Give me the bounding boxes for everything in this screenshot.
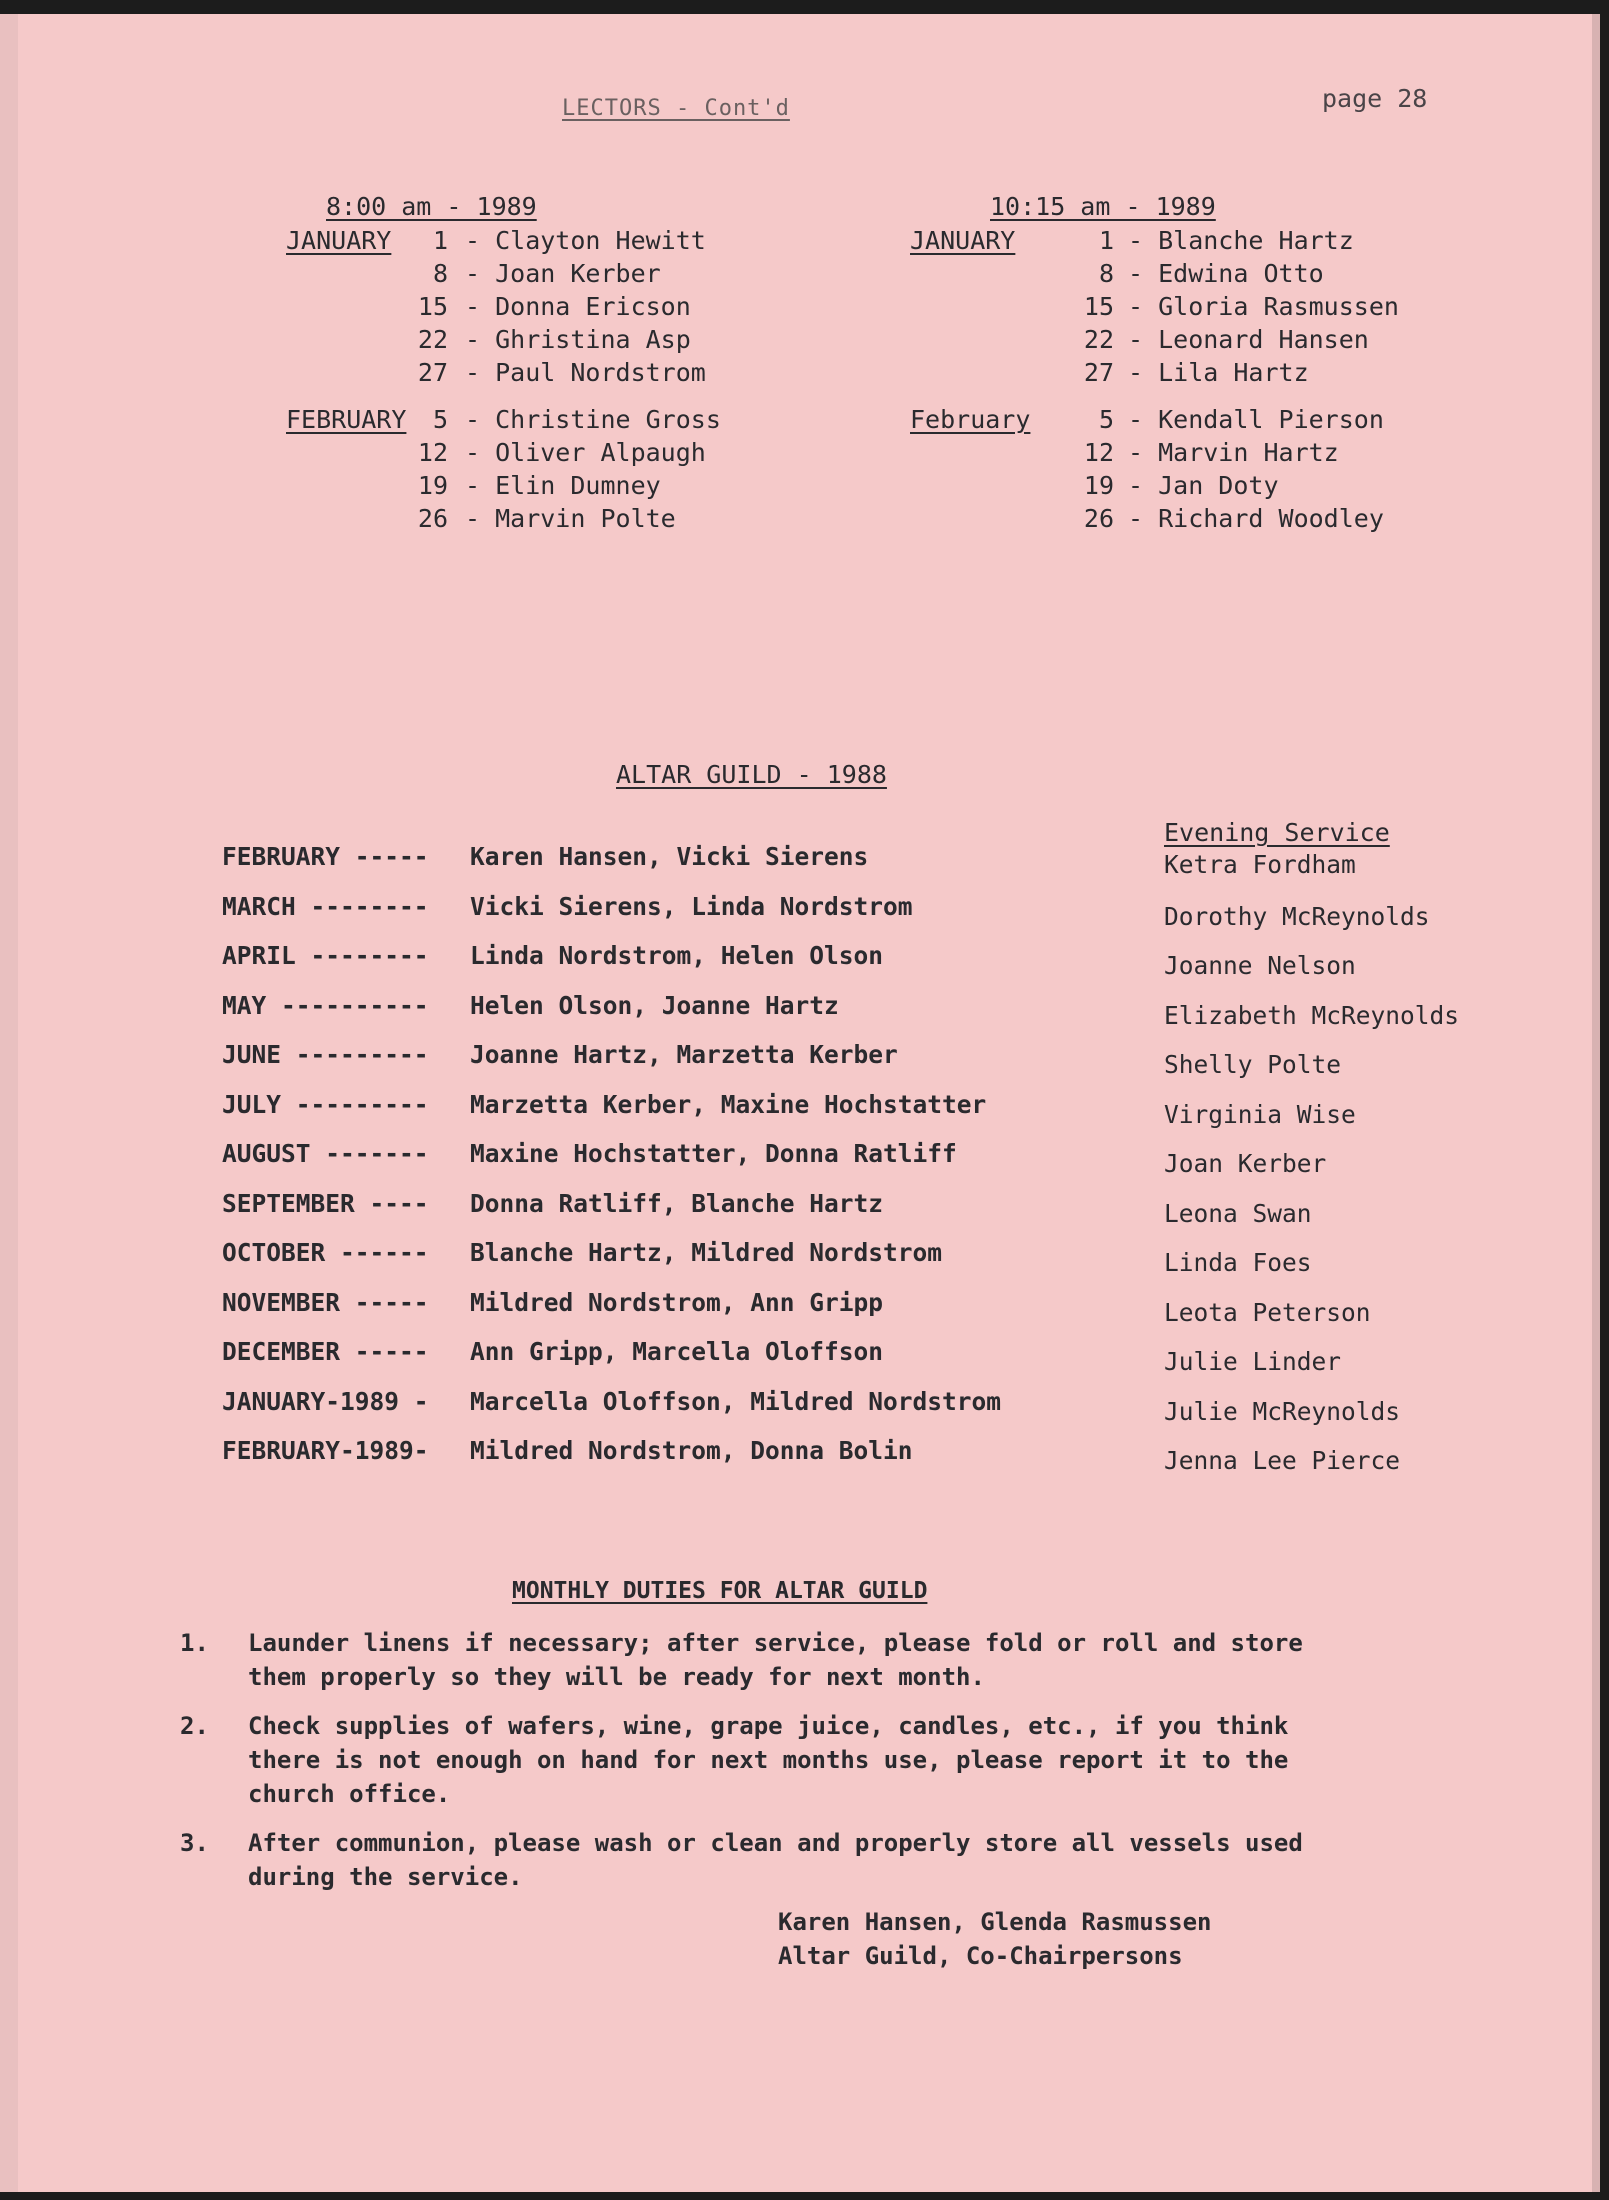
evening-name: Shelly Polte xyxy=(1164,1050,1342,1079)
guild-month: JULY --------- xyxy=(222,1089,429,1119)
lector-day: 22 xyxy=(417,325,448,354)
guild-month: JANUARY-1989 - xyxy=(222,1386,429,1416)
lector-day: 5 xyxy=(432,405,448,434)
lector-name: - Joan Kerber xyxy=(465,259,661,288)
evening-name: Jenna Lee Pierce xyxy=(1164,1446,1401,1475)
lector-name: - Christine Gross xyxy=(465,405,721,434)
document-page xyxy=(0,14,1600,2192)
lector-name: - Oliver Alpaugh xyxy=(465,438,706,467)
lector-day: 1 xyxy=(432,226,448,255)
guild-names: Linda Nordstrom, Helen Olson xyxy=(470,941,884,970)
lectors-left-heading: 8:00 am - 1989 xyxy=(326,192,537,221)
lector-month: FEBRUARY xyxy=(286,405,407,434)
page-number: page 28 xyxy=(1322,84,1428,113)
duty-text: After communion, please wash or clean and properly store all vessels used during the service. xyxy=(248,1829,1303,1891)
lector-day: 8 xyxy=(432,259,448,288)
guild-month: APRIL -------- xyxy=(222,941,429,970)
lector-day: 26 xyxy=(417,504,448,533)
lector-month: February xyxy=(910,405,1031,434)
lector-day: 19 xyxy=(1083,471,1114,500)
lector-name: - Blanche Hartz xyxy=(1128,226,1354,255)
lector-day: 27 xyxy=(1083,358,1114,387)
guild-names: Ann Gripp, Marcella Oloffson xyxy=(470,1337,884,1366)
lector-name: - Richard Woodley xyxy=(1128,504,1384,533)
lector-day: 15 xyxy=(1083,292,1114,321)
lector-name: - Ghristina Asp xyxy=(465,325,691,354)
guild-names: Joanne Hartz, Marzetta Kerber xyxy=(470,1040,898,1069)
guild-month: MARCH -------- xyxy=(222,891,429,921)
guild-month: NOVEMBER ----- xyxy=(222,1287,429,1317)
lector-name: - Kendall Pierson xyxy=(1128,405,1384,434)
evening-name: Dorothy McReynolds xyxy=(1164,901,1430,931)
guild-month: MAY ---------- xyxy=(222,990,429,1020)
guild-names: Maxine Hochstatter, Donna Ratliff xyxy=(470,1139,957,1168)
guild-month: AUGUST ------- xyxy=(222,1139,429,1168)
lector-name: - Leonard Hansen xyxy=(1128,325,1369,354)
guild-names: Donna Ratliff, Blanche Hartz xyxy=(470,1188,884,1218)
guild-names: Vicki Sierens, Linda Nordstrom xyxy=(470,891,913,921)
guild-names: Blanche Hartz, Mildred Nordstrom xyxy=(470,1238,943,1267)
lector-day: 27 xyxy=(417,358,448,387)
duties-title: MONTHLY DUTIES FOR ALTAR GUILD xyxy=(512,1578,928,1604)
lector-name: - Donna Ericson xyxy=(465,292,691,321)
evening-name: Linda Foes xyxy=(1164,1248,1312,1277)
signature-names: Karen Hansen, Glenda Rasmussen xyxy=(778,1908,1212,1936)
guild-month: JUNE --------- xyxy=(222,1040,429,1069)
guild-month: SEPTEMBER ---- xyxy=(222,1188,429,1218)
lector-name: - Lila Hartz xyxy=(1128,358,1309,387)
lector-day: 19 xyxy=(417,471,448,500)
guild-names: Marcella Oloffson, Mildred Nordstrom xyxy=(470,1386,1002,1416)
lector-day: 5 xyxy=(1098,405,1114,434)
duty-number: 2. xyxy=(180,1712,209,1740)
evening-service-heading: Evening Service xyxy=(1164,818,1390,847)
guild-names: Marzetta Kerber, Maxine Hochstatter xyxy=(470,1089,987,1119)
duty-number: 3. xyxy=(180,1829,209,1857)
lector-name: - Marvin Polte xyxy=(465,504,676,533)
lectors-right-heading: 10:15 am - 1989 xyxy=(990,192,1216,221)
duty-text: Launder linens if necessary; after service, please fold or roll and store them properly so they will be ready for next month. xyxy=(248,1629,1303,1691)
lector-day: 26 xyxy=(1083,504,1114,533)
page-heading: LECTORS - Cont'd xyxy=(562,96,790,121)
guild-month: DECEMBER ----- xyxy=(222,1337,429,1366)
guild-names: Helen Olson, Joanne Hartz xyxy=(470,990,839,1020)
evening-name: Ketra Fordham xyxy=(1164,850,1356,879)
evening-name: Joan Kerber xyxy=(1164,1149,1327,1178)
evening-name: Julie Linder xyxy=(1164,1347,1342,1376)
lector-name: - Edwina Otto xyxy=(1128,259,1324,288)
lector-name: - Clayton Hewitt xyxy=(465,226,706,255)
lector-day: 15 xyxy=(417,292,448,321)
lector-day: 1 xyxy=(1098,226,1114,255)
signature-title: Altar Guild, Co-Chairpersons xyxy=(778,1942,1183,1970)
altar-guild-title: ALTAR GUILD - 1988 xyxy=(616,760,887,789)
lector-day: 12 xyxy=(417,438,448,467)
duty-text: Check supplies of wafers, wine, grape juice, candles, etc., if you think there is not enough on hand for next months use, please report it to the church office. xyxy=(248,1712,1289,1808)
evening-name: Elizabeth McReynolds xyxy=(1164,1000,1460,1030)
lector-day: 12 xyxy=(1083,438,1114,467)
evening-name: Leona Swan xyxy=(1164,1198,1312,1228)
lector-day: 8 xyxy=(1098,259,1114,288)
lector-name: - Jan Doty xyxy=(1128,471,1279,500)
lector-name: - Paul Nordstrom xyxy=(465,358,706,387)
evening-name: Virginia Wise xyxy=(1164,1099,1356,1129)
duty-number: 1. xyxy=(180,1629,209,1657)
lector-name: - Marvin Hartz xyxy=(1128,438,1339,467)
lector-day: 22 xyxy=(1083,325,1114,354)
guild-names: Karen Hansen, Vicki Sierens xyxy=(470,842,869,871)
evening-name: Joanne Nelson xyxy=(1164,951,1356,980)
lector-name: - Elin Dumney xyxy=(465,471,661,500)
guild-names: Mildred Nordstrom, Ann Gripp xyxy=(470,1287,884,1317)
guild-month: FEBRUARY-1989- xyxy=(222,1436,429,1465)
lector-month: JANUARY xyxy=(910,226,1016,255)
guild-names: Mildred Nordstrom, Donna Bolin xyxy=(470,1436,913,1465)
evening-name: Julie McReynolds xyxy=(1164,1396,1401,1426)
guild-month: FEBRUARY ----- xyxy=(222,842,429,871)
lector-name: - Gloria Rasmussen xyxy=(1128,292,1399,321)
lector-month: JANUARY xyxy=(286,226,392,255)
page-edge-left xyxy=(0,14,18,2192)
page-edge-right xyxy=(1592,14,1600,2192)
evening-name: Leota Peterson xyxy=(1164,1297,1371,1327)
guild-month: OCTOBER ------ xyxy=(222,1238,429,1267)
